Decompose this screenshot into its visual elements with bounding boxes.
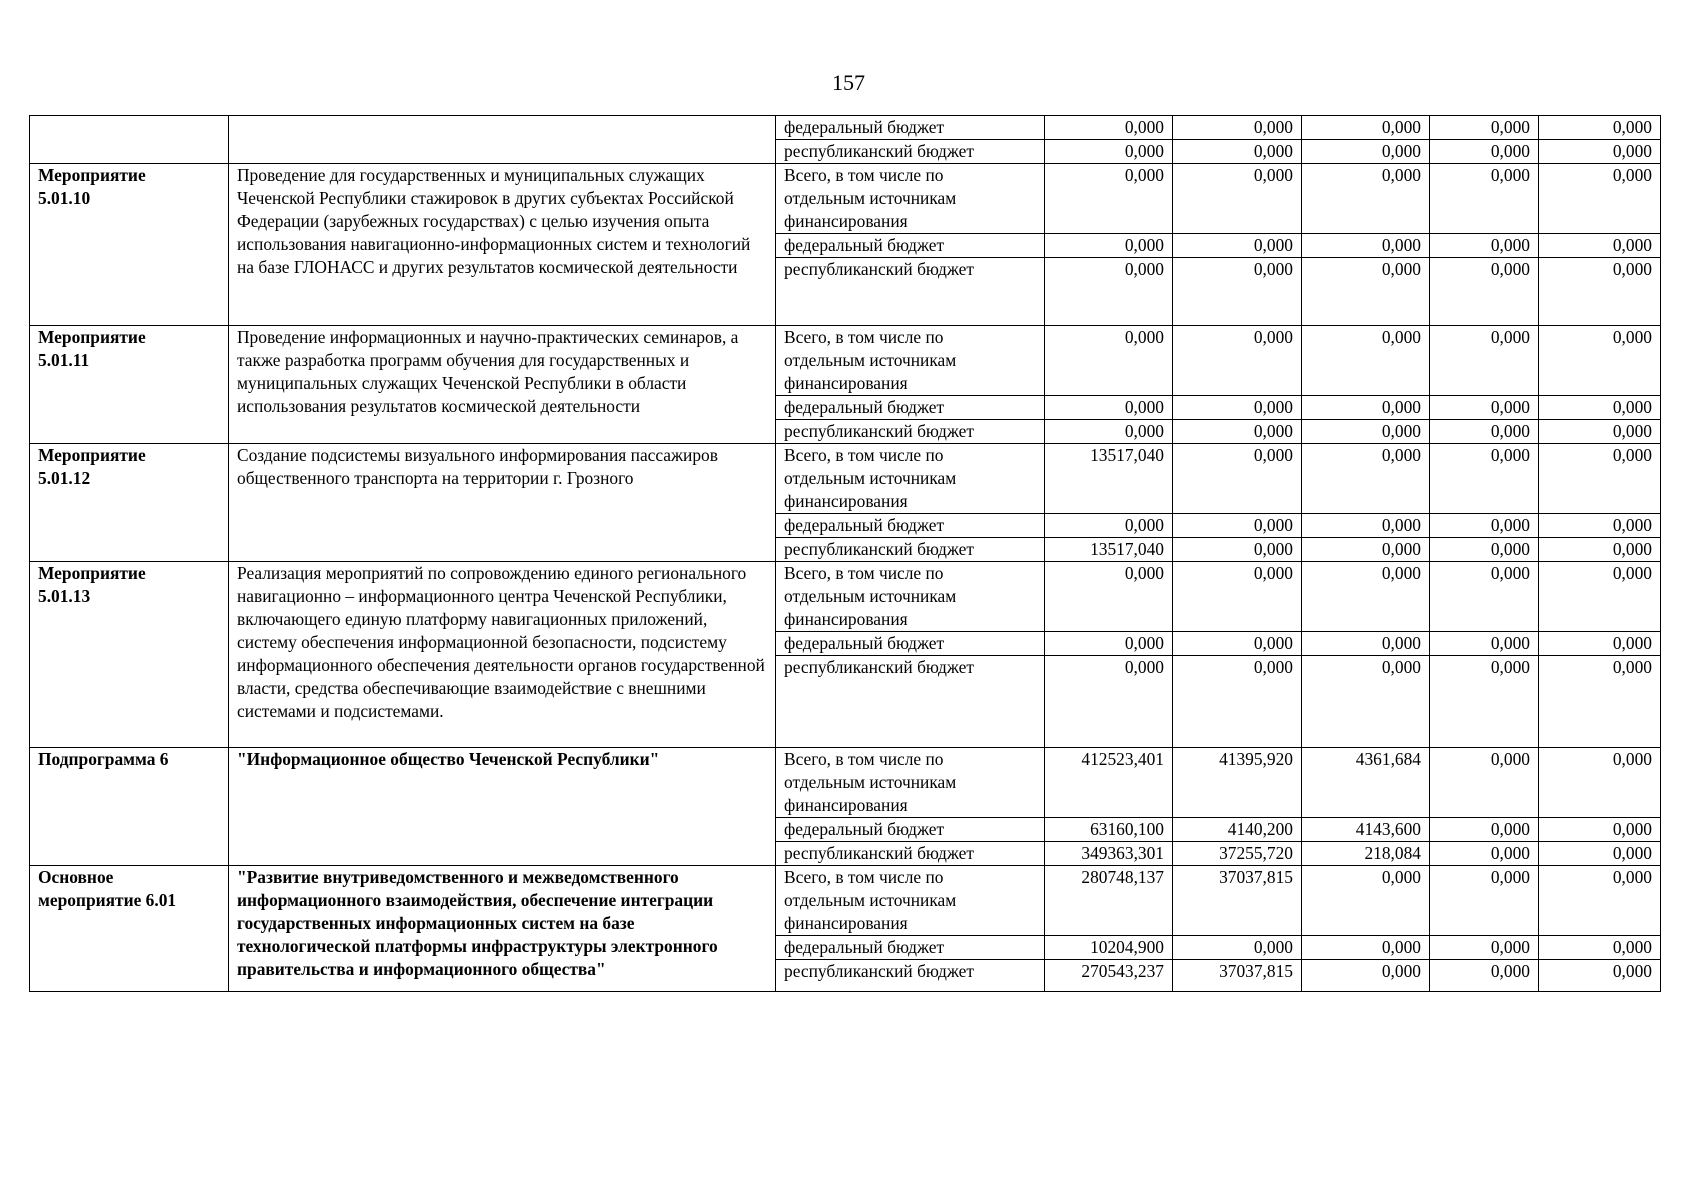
table-row — [30, 444, 1661, 514]
value-cell: 0,000 — [1539, 326, 1661, 396]
value-cell: 0,000 — [1045, 140, 1173, 164]
value-cell: 0,000 — [1430, 632, 1539, 656]
value-cell: 0,000 — [1430, 258, 1539, 326]
item-description-text: "Развитие внутриведомственного и межведомственного информационного взаимодействия, обеспечение интеграции государственных информационных систем на базе технологической платформы инфраструктуры электронного правительства и информационного общества" — [237, 867, 718, 979]
value-cell: 0,000 — [1173, 116, 1302, 140]
value-cell: 412523,401 — [1045, 748, 1173, 818]
funding-source-total — [776, 748, 1045, 818]
funding-source-total — [776, 562, 1045, 632]
value-cell: 0,000 — [1430, 116, 1539, 140]
funding-source-label: Всего, в том числе по отдельным источникам финансирования — [784, 165, 957, 231]
funding-source-label: Всего, в том числе по отдельным источникам финансирования — [784, 327, 957, 393]
funding-source-label: федеральный бюджет — [784, 515, 945, 535]
value-cell: 0,000 — [1539, 234, 1661, 258]
funding-source-label: федеральный бюджет — [784, 235, 945, 255]
item-code — [30, 748, 229, 866]
value-cell: 270543,237 — [1045, 960, 1173, 992]
value-cell: 13517,040 — [1045, 444, 1173, 514]
value-cell: 0,000 — [1302, 632, 1430, 656]
value-cell: 0,000 — [1173, 562, 1302, 632]
value-cell: 0,000 — [1302, 116, 1430, 140]
value-cell: 0,000 — [1539, 818, 1661, 842]
value-cell: 0,000 — [1302, 656, 1430, 748]
table-row — [30, 164, 1661, 234]
value-cell: 349363,301 — [1045, 842, 1173, 866]
value-cell: 0,000 — [1302, 444, 1430, 514]
item-code-text: Мероприятие 5.01.10 — [38, 165, 146, 208]
value-cell: 0,000 — [1045, 164, 1173, 234]
item-description-text: Проведение информационных и научно-практических семинаров, а также разработка программ обучения для государственных и муниципальных служащих Чеченской Республики в области использования результатов космической деятельности — [237, 327, 739, 416]
value-cell: 0,000 — [1302, 140, 1430, 164]
funding-source-label: федеральный бюджет — [784, 397, 945, 417]
value-cell: 0,000 — [1045, 326, 1173, 396]
value-cell: 0,000 — [1045, 632, 1173, 656]
table-row — [30, 326, 1661, 396]
value-cell: 0,000 — [1302, 562, 1430, 632]
value-cell: 0,000 — [1539, 514, 1661, 538]
value-cell: 0,000 — [1430, 936, 1539, 960]
value-cell: 0,000 — [1045, 562, 1173, 632]
value-cell: 0,000 — [1173, 444, 1302, 514]
value-cell: 0,000 — [1173, 140, 1302, 164]
value-cell: 0,000 — [1173, 632, 1302, 656]
value-cell: 0,000 — [1430, 538, 1539, 562]
value-cell: 0,000 — [1045, 258, 1173, 326]
value-cell: 0,000 — [1302, 164, 1430, 234]
value-cell: 0,000 — [1302, 960, 1430, 992]
value-cell: 218,084 — [1302, 842, 1430, 866]
value-cell: 0,000 — [1045, 396, 1173, 420]
value-cell: 0,000 — [1173, 164, 1302, 234]
funding-source-label: республиканский бюджет — [784, 421, 974, 441]
value-cell: 0,000 — [1430, 656, 1539, 748]
item-code — [30, 164, 229, 326]
value-cell: 0,000 — [1539, 396, 1661, 420]
value-cell: 37255,720 — [1173, 842, 1302, 866]
value-cell: 37037,815 — [1173, 960, 1302, 992]
funding-source-federal — [776, 818, 1045, 842]
funding-source-federal — [776, 116, 1045, 140]
value-cell: 0,000 — [1045, 656, 1173, 748]
funding-source-republic — [776, 258, 1045, 326]
funding-source-republic — [776, 842, 1045, 866]
value-cell: 0,000 — [1539, 656, 1661, 748]
value-cell: 0,000 — [1302, 258, 1430, 326]
value-cell: 0,000 — [1173, 258, 1302, 326]
funding-source-label: Всего, в том числе по отдельным источникам финансирования — [784, 445, 957, 511]
value-cell: 0,000 — [1173, 514, 1302, 538]
table-row — [30, 116, 1661, 140]
item-code — [30, 444, 229, 562]
funding-source-federal — [776, 514, 1045, 538]
value-cell: 0,000 — [1045, 514, 1173, 538]
funding-source-total — [776, 164, 1045, 234]
value-cell: 0,000 — [1173, 326, 1302, 396]
value-cell: 0,000 — [1302, 396, 1430, 420]
value-cell: 0,000 — [1430, 748, 1539, 818]
value-cell: 0,000 — [1539, 444, 1661, 514]
funding-source-label: Всего, в том числе по отдельным источникам финансирования — [784, 749, 957, 815]
value-cell: 0,000 — [1173, 936, 1302, 960]
value-cell: 0,000 — [1430, 960, 1539, 992]
value-cell: 0,000 — [1539, 842, 1661, 866]
table-row — [30, 748, 1661, 818]
item-code — [30, 116, 229, 164]
value-cell: 0,000 — [1430, 396, 1539, 420]
value-cell: 0,000 — [1302, 538, 1430, 562]
value-cell: 4143,600 — [1302, 818, 1430, 842]
item-description-text: Проведение для государственных и муниципальных служащих Чеченской Республики стажировок в других субъектах Российской Федерации (зарубежных государствах) с целью изучения опыта использования навигационно-информационных систем и технологий на базе ГЛОНАСС и других результатов космической деятельности — [237, 165, 751, 277]
value-cell: 0,000 — [1173, 234, 1302, 258]
funding-source-label: Всего, в том числе по отдельным источникам финансирования — [784, 867, 957, 933]
funding-source-label: республиканский бюджет — [784, 539, 974, 559]
value-cell: 0,000 — [1302, 866, 1430, 936]
funding-source-label: федеральный бюджет — [784, 937, 945, 957]
value-cell: 0,000 — [1430, 326, 1539, 396]
item-code — [30, 326, 229, 444]
item-description-text: "Информационное общество Чеченской Республики" — [237, 749, 660, 769]
value-cell: 0,000 — [1173, 656, 1302, 748]
value-cell: 4361,684 — [1302, 748, 1430, 818]
value-cell: 0,000 — [1045, 234, 1173, 258]
value-cell: 0,000 — [1430, 140, 1539, 164]
value-cell: 0,000 — [1173, 538, 1302, 562]
item-description — [229, 116, 776, 164]
funding-source-federal — [776, 396, 1045, 420]
funding-source-republic — [776, 420, 1045, 444]
value-cell: 0,000 — [1302, 234, 1430, 258]
value-cell: 280748,137 — [1045, 866, 1173, 936]
value-cell: 0,000 — [1302, 326, 1430, 396]
value-cell: 0,000 — [1173, 396, 1302, 420]
funding-source-federal — [776, 234, 1045, 258]
value-cell: 0,000 — [1539, 538, 1661, 562]
page-number: 157 — [832, 70, 865, 95]
funding-source-label: республиканский бюджет — [784, 843, 974, 863]
budget-table — [29, 115, 1661, 992]
item-description — [229, 748, 776, 866]
funding-source-total — [776, 866, 1045, 936]
value-cell: 0,000 — [1539, 140, 1661, 164]
item-description — [229, 866, 776, 992]
item-description — [229, 326, 776, 444]
item-description — [229, 164, 776, 326]
table-row — [30, 562, 1661, 632]
item-description-text: Создание подсистемы визуального информирования пассажиров общественного транспорта на территории г. Грозного — [237, 445, 718, 488]
value-cell: 0,000 — [1430, 562, 1539, 632]
value-cell: 0,000 — [1302, 420, 1430, 444]
item-code-text: Мероприятие 5.01.13 — [38, 563, 146, 606]
value-cell: 0,000 — [1430, 444, 1539, 514]
value-cell: 0,000 — [1539, 632, 1661, 656]
value-cell: 0,000 — [1539, 936, 1661, 960]
funding-source-label: республиканский бюджет — [784, 141, 974, 161]
value-cell: 13517,040 — [1045, 538, 1173, 562]
funding-source-label: федеральный бюджет — [784, 633, 945, 653]
value-cell: 0,000 — [1045, 116, 1173, 140]
item-description-text: Реализация мероприятий по сопровождению единого регионального навигационно – информационного центра Чеченской Республики, включающего единую платформу навигационных приложений, систему обеспечения информационной безопасности, подсистему информационного обеспечения деятельности органов государственной власти, средства обеспечивающие взаимодействие с внешними системами и подсистемами. — [237, 563, 765, 721]
funding-source-total — [776, 326, 1045, 396]
funding-source-republic — [776, 140, 1045, 164]
value-cell: 0,000 — [1173, 420, 1302, 444]
value-cell: 0,000 — [1539, 866, 1661, 936]
value-cell: 0,000 — [1430, 514, 1539, 538]
funding-source-republic — [776, 538, 1045, 562]
value-cell: 0,000 — [1539, 164, 1661, 234]
value-cell: 10204,900 — [1045, 936, 1173, 960]
value-cell: 0,000 — [1539, 960, 1661, 992]
value-cell: 0,000 — [1430, 234, 1539, 258]
value-cell: 0,000 — [1539, 748, 1661, 818]
value-cell: 37037,815 — [1173, 866, 1302, 936]
value-cell: 0,000 — [1302, 514, 1430, 538]
funding-source-label: Всего, в том числе по отдельным источникам финансирования — [784, 563, 957, 629]
value-cell: 0,000 — [1539, 258, 1661, 326]
funding-source-label: республиканский бюджет — [784, 961, 974, 981]
funding-source-label: федеральный бюджет — [784, 117, 945, 137]
item-code-text: Подпрограмма 6 — [38, 749, 169, 769]
value-cell: 63160,100 — [1045, 818, 1173, 842]
table-row — [30, 866, 1661, 936]
item-description — [229, 444, 776, 562]
funding-source-federal — [776, 936, 1045, 960]
funding-source-label: республиканский бюджет — [784, 657, 974, 677]
funding-source-label: республиканский бюджет — [784, 259, 974, 279]
value-cell: 0,000 — [1430, 842, 1539, 866]
funding-source-total — [776, 444, 1045, 514]
item-code — [30, 562, 229, 748]
funding-source-federal — [776, 632, 1045, 656]
item-description — [229, 562, 776, 748]
value-cell: 0,000 — [1539, 116, 1661, 140]
funding-source-republic — [776, 656, 1045, 748]
funding-source-republic — [776, 960, 1045, 992]
value-cell: 0,000 — [1430, 818, 1539, 842]
item-code-text: Основное мероприятие 6.01 — [38, 867, 177, 910]
value-cell: 0,000 — [1430, 866, 1539, 936]
value-cell: 0,000 — [1539, 420, 1661, 444]
funding-source-label: федеральный бюджет — [784, 819, 945, 839]
value-cell: 0,000 — [1045, 420, 1173, 444]
item-code-text: Мероприятие 5.01.12 — [38, 445, 146, 488]
value-cell: 0,000 — [1430, 420, 1539, 444]
value-cell: 0,000 — [1539, 562, 1661, 632]
value-cell: 41395,920 — [1173, 748, 1302, 818]
item-code-text: Мероприятие 5.01.11 — [38, 327, 146, 370]
value-cell: 0,000 — [1302, 936, 1430, 960]
value-cell: 0,000 — [1430, 164, 1539, 234]
value-cell: 4140,200 — [1173, 818, 1302, 842]
item-code — [30, 866, 229, 992]
